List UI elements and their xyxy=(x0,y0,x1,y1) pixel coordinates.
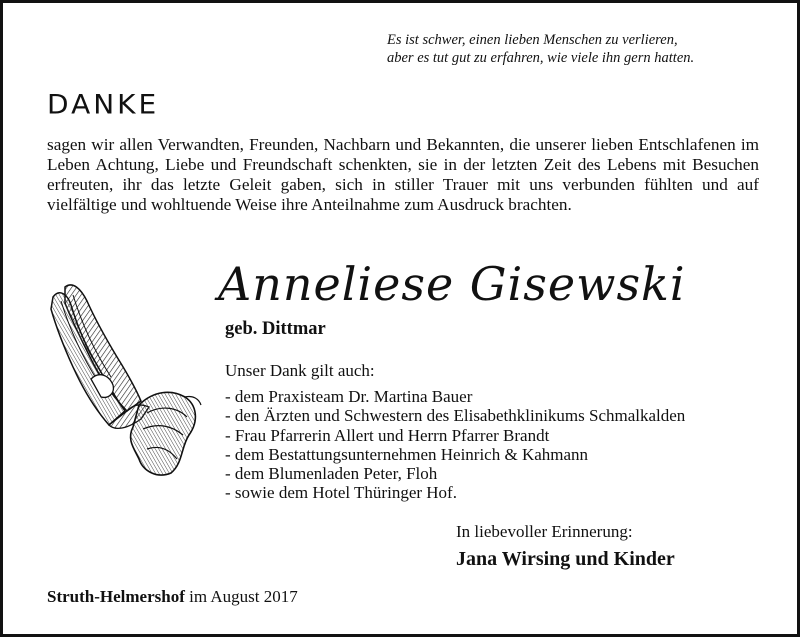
praying-hands-icon xyxy=(43,279,203,479)
thanks-item: - dem Bestattungsunternehmen Heinrich & Kahmann xyxy=(225,444,589,464)
thanks-item: - dem Blumenladen Peter, Floh xyxy=(225,464,438,484)
thanks-list xyxy=(225,387,685,503)
thanks-item: - dem Praxisteam Dr. Martina Bauer xyxy=(225,387,473,406)
date-text: im August 2017 xyxy=(184,587,298,606)
birth-name: geb. Dittmar xyxy=(225,319,326,339)
deceased-name: Anneliese Gisewski xyxy=(218,257,686,311)
thanks-title: Unser Dank gilt auch: xyxy=(225,361,375,380)
thanks-item: - den Ärzten und Schwestern des Elisabethklinikums Schmalkalden xyxy=(225,406,686,426)
intro-paragraph: sagen wir allen Verwandten, Freunden, Nachbarn und Bekannten, die unserer lieben Entschlafenen im Leben Achtung, Liebe und Freundschaft schenkten, sie in der letzten Zeit des Lebens mit Besuchen erfreuten, ihr das letzte Geleit gaben, sich in stiller Trauer mit uns verbunden fühlten und auf vielfältige und wohltuende Weise ihre Anteilnahme zum Ausdruck brachten. xyxy=(47,135,759,214)
motto-quote xyxy=(387,31,777,67)
thanks-item: - Frau Pfarrerin Allert und Herrn Pfarrer Brandt xyxy=(225,425,550,445)
thanks-item: - sowie dem Hotel Thüringer Hof. xyxy=(225,483,457,503)
motto-line-2: aber es tut gut zu erfahren, wie viele ihn gern hatten. xyxy=(387,50,695,66)
heading-danke: DANKE xyxy=(47,88,160,121)
motto-line-1: Es ist schwer, einen lieben Menschen zu verlieren, xyxy=(387,32,678,48)
signers: Jana Wirsing und Kinder xyxy=(456,548,675,570)
memory-label: In liebevoller Erinnerung: xyxy=(456,522,633,541)
place: Struth-Helmershof xyxy=(47,587,185,606)
place-date xyxy=(47,587,298,607)
